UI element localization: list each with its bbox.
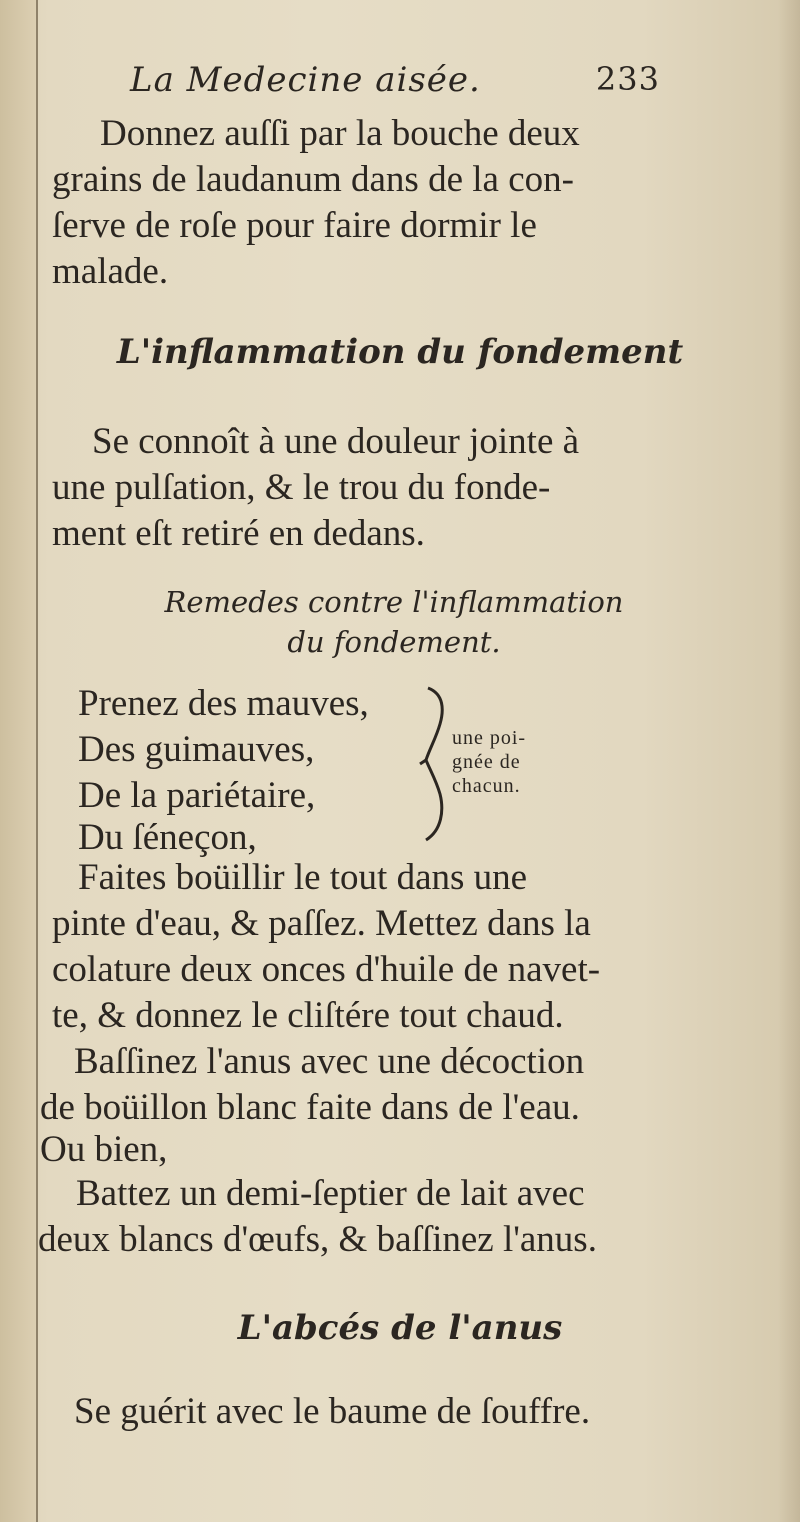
text-line: Baſſinez l'anus avec une décoction <box>74 1041 585 1082</box>
binding-gutter <box>0 0 38 1522</box>
text-line: Faites boüillir le tout dans une <box>78 857 528 898</box>
section-heading: L'abcés de l'anus <box>237 1308 563 1348</box>
text-line: malade. <box>52 251 169 292</box>
text-line: colature deux onces d'huile de navet- <box>52 949 601 990</box>
text-line: te, & donnez le cliſtére tout chaud. <box>52 995 564 1036</box>
text-line: grains de laudanum dans de la con- <box>52 159 574 200</box>
remedies-heading-line1: Remedes contre l'inflammation <box>164 585 624 619</box>
text-line: Se guérit avec le baume de ſouffre. <box>74 1391 591 1432</box>
brace-note-line: une poi- <box>452 727 527 749</box>
text-line: pinte d'eau, & paſſez. Mettez dans la <box>52 903 591 944</box>
section-heading: L'inflammation du fondement <box>116 332 684 372</box>
text-line: deux blancs d'œufs, & baſſinez l'anus. <box>38 1219 597 1260</box>
text-line: ſerve de roſe pour faire dormir le <box>52 205 537 246</box>
brace-note <box>452 726 602 798</box>
ingredient-item: Prenez des mauves, <box>78 683 369 724</box>
text-line: une pulſation, & le trou du fonde- <box>52 467 551 508</box>
brace-note-line: gnée de <box>452 751 521 773</box>
running-head-title: La Medecine aisée. <box>130 60 481 100</box>
ingredient-item: De la pariétaire, <box>78 775 316 816</box>
text-line: Ou bien, <box>40 1129 168 1170</box>
brace-note-line: chacun. <box>452 775 521 797</box>
text-line: Battez un demi-ſeptier de lait avec <box>76 1173 585 1214</box>
text-line: de boüillon blanc faite dans de l'eau. <box>40 1087 580 1128</box>
page-number: 233 <box>595 60 660 98</box>
ingredient-item: Des guimauves, <box>78 729 315 770</box>
remedies-heading-line2: du fondement. <box>287 625 501 659</box>
text-line: Donnez auſſi par la bouche deux <box>100 113 580 154</box>
ingredient-item: Du ſéneçon, <box>78 817 257 858</box>
running-head <box>130 60 660 104</box>
text-line: Se connoît à une douleur jointe à <box>92 421 580 462</box>
page-edge-shadow <box>778 0 800 1522</box>
text-line: ment eſt retiré en dedans. <box>52 513 425 554</box>
